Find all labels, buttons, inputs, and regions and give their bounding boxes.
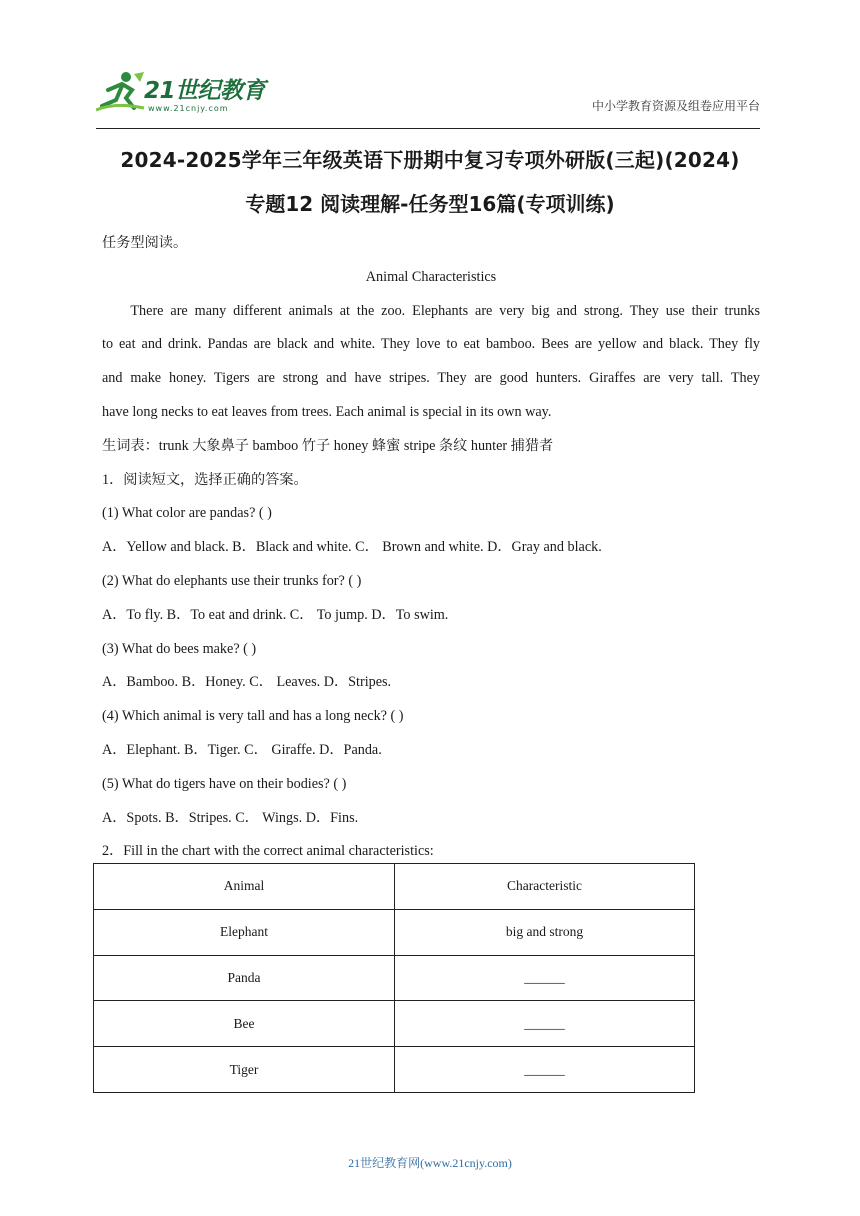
question-options: A．Bamboo. B．Honey. C． Leaves. D．Stripes. bbox=[102, 674, 392, 691]
passage-line: There are many different animals at the zoo. Elephants are very big and strong. They use their trunks bbox=[130, 302, 760, 319]
question-options: A．Elephant. B．Tiger. C． Giraffe. D．Panda. bbox=[102, 741, 382, 758]
question-options: A．Yellow and black. B．Black and white. C． Brown and white. D．Gray and black. bbox=[102, 539, 602, 556]
table-cell-animal: Panda bbox=[94, 955, 395, 1001]
table-row bbox=[94, 1001, 695, 1047]
logo-text: 21世纪教育 bbox=[144, 78, 266, 104]
table-cell-animal: Elephant bbox=[94, 909, 395, 955]
passage-heading: Animal Characteristics bbox=[365, 268, 497, 285]
table-cell-animal: Bee bbox=[94, 1001, 395, 1047]
header-divider bbox=[96, 128, 760, 129]
table-header-cell: Animal bbox=[94, 864, 395, 910]
title-line-1: 2024-2025学年三年级英语下册期中复习专项外研版(三起)(2024) bbox=[120, 148, 740, 172]
header-platform-text: 中小学教育资源及组卷应用平台 bbox=[591, 99, 760, 113]
question: (2) What do elephants use their trunks for? ( ) bbox=[102, 572, 362, 589]
vocab-list: 生词表：trunk 大象鼻子 bamboo 竹子 honey 蜂蜜 stripe 条纹 hunter 捕猎者 bbox=[102, 437, 554, 454]
characteristics-table bbox=[93, 863, 695, 1093]
table-header-row bbox=[94, 864, 695, 910]
question-options: A．To fly. B．To eat and drink. C． To jump. D．To swim. bbox=[102, 606, 449, 623]
passage-line: to eat and drink. Pandas are black and white. They love to eat bamboo. Bees are yellow and black. They fly bbox=[102, 336, 760, 353]
table-row bbox=[94, 1047, 695, 1093]
question: (5) What do tigers have on their bodies? ( ) bbox=[102, 775, 347, 792]
page-header bbox=[96, 64, 760, 130]
table-header-cell: Characteristic bbox=[395, 864, 695, 910]
task1-prompt: 1．阅读短文，选择正确的答案。 bbox=[102, 471, 308, 488]
table-cell-blank[interactable]: ______ bbox=[395, 1047, 695, 1093]
question: (3) What do bees make? ( ) bbox=[102, 640, 257, 657]
table-cell-blank[interactable]: ______ bbox=[395, 1001, 695, 1047]
table-row bbox=[94, 955, 695, 1001]
passage-line: and make honey. Tigers are strong and have stripes. They are good hunters. Giraffes are very tall. They bbox=[102, 370, 760, 387]
main-content bbox=[102, 227, 760, 869]
logo-url: www.21cnjy.com bbox=[148, 104, 229, 113]
table-cell-animal: Tiger bbox=[94, 1047, 395, 1093]
logo bbox=[96, 70, 266, 116]
task2-prompt: 2．Fill in the chart with the correct animal characteristics: bbox=[102, 843, 434, 860]
instruction: 任务型阅读。 bbox=[102, 235, 188, 251]
question: (4) Which animal is very tall and has a long neck? ( ) bbox=[102, 708, 404, 725]
title-line-2: 专题12 阅读理解-任务型16篇(专项训练) bbox=[245, 192, 615, 216]
passage-line: have long necks to eat leaves from trees. Each animal is special in its own way. bbox=[102, 403, 552, 420]
question: (1) What color are pandas? ( ) bbox=[102, 505, 272, 522]
table-cell-characteristic: big and strong bbox=[395, 909, 695, 955]
runner-logo-icon bbox=[96, 70, 148, 114]
question-options: A．Spots. B．Stripes. C． Wings. D．Fins. bbox=[102, 809, 359, 826]
table-row bbox=[94, 909, 695, 955]
page-footer: 21世纪教育网(www.21cnjy.com) bbox=[348, 1156, 512, 1170]
table-cell-blank[interactable]: ______ bbox=[395, 955, 695, 1001]
